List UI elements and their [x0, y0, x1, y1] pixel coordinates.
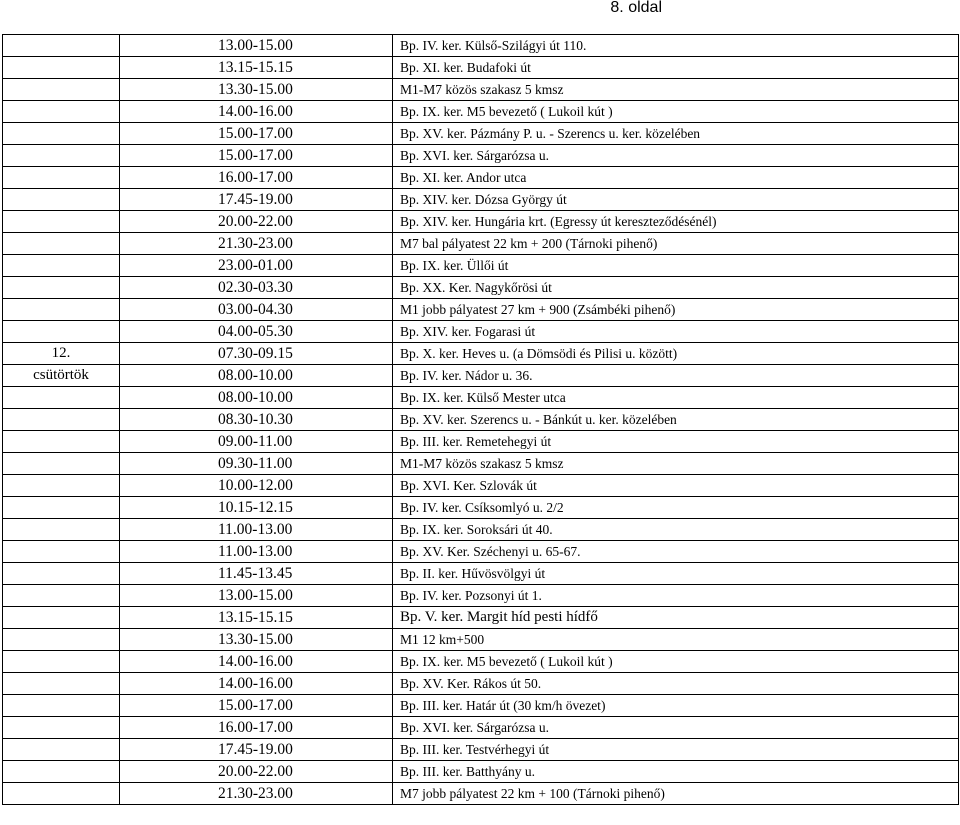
- table-row: [3, 783, 959, 805]
- day-cell: [3, 101, 120, 123]
- location-cell: Bp. XVI. Ker. Szlovák út: [393, 475, 959, 497]
- day-cell: [3, 35, 120, 57]
- table-row: [3, 409, 959, 431]
- time-cell: 13.00-15.00: [120, 35, 393, 57]
- table-row: [3, 101, 959, 123]
- day-cell: [3, 79, 120, 101]
- table-row: [3, 761, 959, 783]
- time-cell: 10.15-12.15: [120, 497, 393, 519]
- location-cell: Bp. XV. Ker. Széchenyi u. 65-67.: [393, 541, 959, 563]
- day-cell: [3, 255, 120, 277]
- day-cell: [3, 387, 120, 409]
- day-cell: [3, 541, 120, 563]
- location-cell: Bp. III. ker. Batthyány u.: [393, 761, 959, 783]
- location-cell: Bp. X. ker. Heves u. (a Dömsödi és Pilisi u. között): [393, 343, 959, 365]
- time-cell: 13.15-15.15: [120, 57, 393, 79]
- day-cell: [3, 299, 120, 321]
- location-cell: Bp. III. ker. Remetehegyi út: [393, 431, 959, 453]
- time-cell: 09.00-11.00: [120, 431, 393, 453]
- table-row: [3, 343, 959, 365]
- table-row: [3, 607, 959, 629]
- day-cell: [3, 695, 120, 717]
- table-row: [3, 167, 959, 189]
- location-cell: M1 12 km+500: [393, 629, 959, 651]
- time-cell: 10.00-12.00: [120, 475, 393, 497]
- table-row: [3, 519, 959, 541]
- page-number: 8. oldal: [610, 0, 662, 16]
- location-cell: Bp. IV. ker. Külső-Szilágyi út 110.: [393, 35, 959, 57]
- day-cell: [3, 739, 120, 761]
- time-cell: 08.30-10.30: [120, 409, 393, 431]
- location-cell: M7 jobb pályatest 22 km + 100 (Tárnoki pihenő): [393, 783, 959, 805]
- location-cell: Bp. IX. ker. Üllői út: [393, 255, 959, 277]
- location-cell: M7 bal pályatest 22 km + 200 (Tárnoki pihenő): [393, 233, 959, 255]
- time-cell: 15.00-17.00: [120, 695, 393, 717]
- day-cell: [3, 607, 120, 629]
- table-row: [3, 717, 959, 739]
- day-cell: [3, 761, 120, 783]
- location-cell: Bp. XV. ker. Szerencs u. - Bánkút u. ker. közelében: [393, 409, 959, 431]
- table-row: [3, 365, 959, 387]
- table-row: [3, 299, 959, 321]
- day-cell: [3, 519, 120, 541]
- day-cell: csütörtök: [3, 365, 120, 387]
- time-cell: 20.00-22.00: [120, 211, 393, 233]
- table-row: [3, 541, 959, 563]
- table-row: [3, 629, 959, 651]
- table-row: [3, 431, 959, 453]
- time-cell: 16.00-17.00: [120, 167, 393, 189]
- time-cell: 16.00-17.00: [120, 717, 393, 739]
- location-cell: Bp. XIV. ker. Dózsa György út: [393, 189, 959, 211]
- table-row: [3, 695, 959, 717]
- table-row: [3, 321, 959, 343]
- location-cell: Bp. IV. ker. Pozsonyi út 1.: [393, 585, 959, 607]
- location-cell: M1-M7 közös szakasz 5 kmsz: [393, 79, 959, 101]
- location-cell: Bp. XX. Ker. Nagykőrösi út: [393, 277, 959, 299]
- location-cell: Bp. III. ker. Határ út (30 km/h övezet): [393, 695, 959, 717]
- location-cell: Bp. IX. ker. Külső Mester utca: [393, 387, 959, 409]
- day-cell: [3, 145, 120, 167]
- table-row: [3, 277, 959, 299]
- location-cell: Bp. XV. ker. Pázmány P. u. - Szerencs u. ker. közelében: [393, 123, 959, 145]
- table-row: [3, 739, 959, 761]
- day-cell: [3, 409, 120, 431]
- table-row: [3, 475, 959, 497]
- day-cell: [3, 717, 120, 739]
- time-cell: 17.45-19.00: [120, 189, 393, 211]
- time-cell: 07.30-09.15: [120, 343, 393, 365]
- table-row: [3, 585, 959, 607]
- table-row: [3, 79, 959, 101]
- location-cell: Bp. IX. ker. M5 bevezető ( Lukoil kút ): [393, 101, 959, 123]
- time-cell: 11.00-13.00: [120, 541, 393, 563]
- table-row: [3, 651, 959, 673]
- table-row: [3, 233, 959, 255]
- day-cell: [3, 563, 120, 585]
- day-cell: [3, 673, 120, 695]
- location-cell: Bp. IV. ker. Nádor u. 36.: [393, 365, 959, 387]
- time-cell: 08.00-10.00: [120, 365, 393, 387]
- location-cell: Bp. III. ker. Testvérhegyi út: [393, 739, 959, 761]
- location-cell: Bp. IX. ker. M5 bevezető ( Lukoil kút ): [393, 651, 959, 673]
- schedule-body: [3, 35, 959, 805]
- time-cell: 15.00-17.00: [120, 123, 393, 145]
- location-cell: Bp. XIV. ker. Hungária krt. (Egressy út kereszteződésénél): [393, 211, 959, 233]
- day-cell: [3, 211, 120, 233]
- time-cell: 13.00-15.00: [120, 585, 393, 607]
- location-cell: Bp. IV. ker. Csíksomlyó u. 2/2: [393, 497, 959, 519]
- location-cell: M1 jobb pályatest 27 km + 900 (Zsámbéki pihenő): [393, 299, 959, 321]
- day-cell: [3, 651, 120, 673]
- table-row: [3, 563, 959, 585]
- day-cell: [3, 123, 120, 145]
- day-cell: [3, 585, 120, 607]
- time-cell: 13.15-15.15: [120, 607, 393, 629]
- day-cell: [3, 497, 120, 519]
- day-cell: [3, 453, 120, 475]
- table-row: [3, 255, 959, 277]
- location-cell: M1-M7 közös szakasz 5 kmsz: [393, 453, 959, 475]
- table-row: [3, 57, 959, 79]
- table-row: [3, 123, 959, 145]
- location-cell: Bp. II. ker. Hűvösvölgyi út: [393, 563, 959, 585]
- day-cell: [3, 189, 120, 211]
- day-cell: [3, 321, 120, 343]
- day-cell: 12.: [3, 343, 120, 365]
- time-cell: 08.00-10.00: [120, 387, 393, 409]
- day-cell: [3, 57, 120, 79]
- time-cell: 21.30-23.00: [120, 233, 393, 255]
- table-row: [3, 453, 959, 475]
- day-cell: [3, 431, 120, 453]
- time-cell: 15.00-17.00: [120, 145, 393, 167]
- day-cell: [3, 277, 120, 299]
- day-cell: [3, 233, 120, 255]
- location-cell: Bp. XVI. ker. Sárgarózsa u.: [393, 145, 959, 167]
- day-cell: [3, 629, 120, 651]
- time-cell: 13.30-15.00: [120, 629, 393, 651]
- schedule-table: [2, 34, 959, 805]
- time-cell: 09.30-11.00: [120, 453, 393, 475]
- location-cell: Bp. V. ker. Margit híd pesti hídfő: [393, 607, 959, 629]
- time-cell: 14.00-16.00: [120, 673, 393, 695]
- time-cell: 04.00-05.30: [120, 321, 393, 343]
- location-cell: Bp. IX. ker. Soroksári út 40.: [393, 519, 959, 541]
- time-cell: 11.00-13.00: [120, 519, 393, 541]
- time-cell: 23.00-01.00: [120, 255, 393, 277]
- table-row: [3, 211, 959, 233]
- location-cell: Bp. XVI. ker. Sárgarózsa u.: [393, 717, 959, 739]
- day-cell: [3, 167, 120, 189]
- time-cell: 17.45-19.00: [120, 739, 393, 761]
- table-row: [3, 145, 959, 167]
- time-cell: 02.30-03.30: [120, 277, 393, 299]
- location-cell: Bp. XI. ker. Budafoki út: [393, 57, 959, 79]
- table-row: [3, 189, 959, 211]
- time-cell: 14.00-16.00: [120, 651, 393, 673]
- location-cell: Bp. XIV. ker. Fogarasi út: [393, 321, 959, 343]
- table-row: [3, 387, 959, 409]
- day-cell: [3, 783, 120, 805]
- time-cell: 21.30-23.00: [120, 783, 393, 805]
- time-cell: 13.30-15.00: [120, 79, 393, 101]
- table-row: [3, 35, 959, 57]
- day-cell: [3, 475, 120, 497]
- location-cell: Bp. XV. Ker. Rákos út 50.: [393, 673, 959, 695]
- time-cell: 20.00-22.00: [120, 761, 393, 783]
- table-row: [3, 497, 959, 519]
- table-row: [3, 673, 959, 695]
- time-cell: 14.00-16.00: [120, 101, 393, 123]
- location-cell: Bp. XI. ker. Andor utca: [393, 167, 959, 189]
- time-cell: 11.45-13.45: [120, 563, 393, 585]
- time-cell: 03.00-04.30: [120, 299, 393, 321]
